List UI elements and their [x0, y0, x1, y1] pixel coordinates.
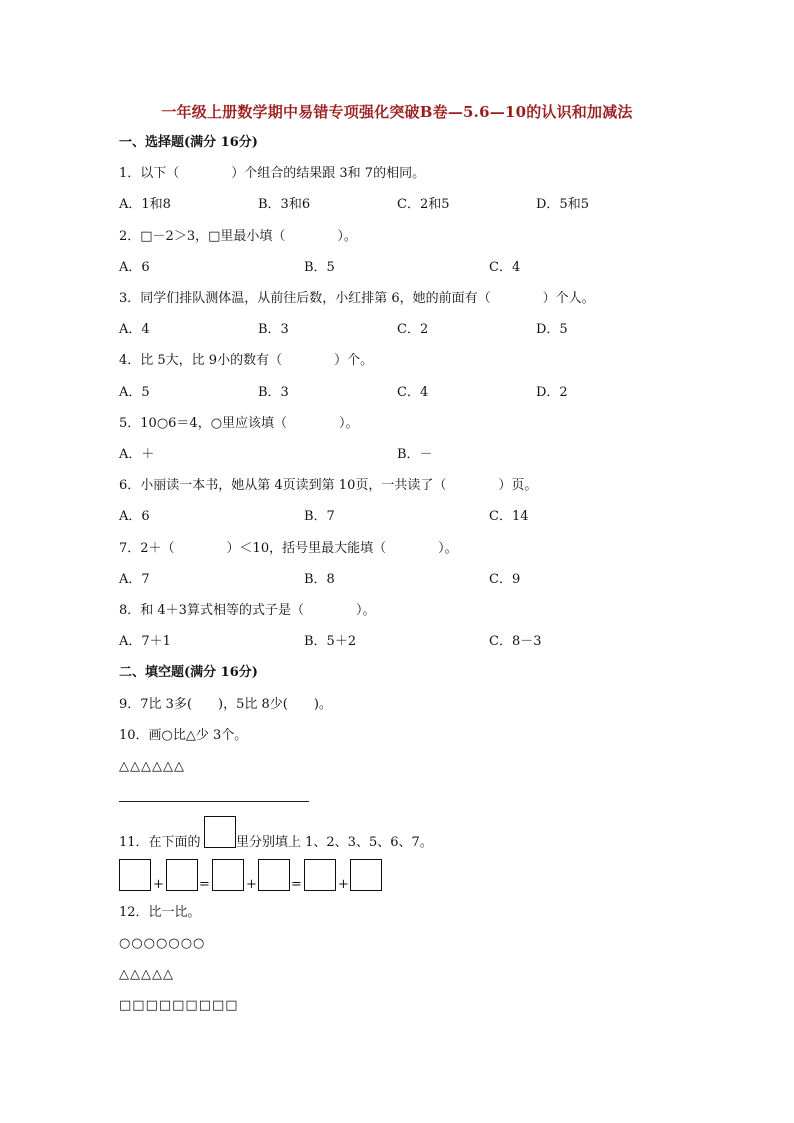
q7-option-b: B．8: [304, 572, 335, 587]
q7-option-a: A．7: [119, 572, 150, 587]
q3-option-a: A．4: [119, 322, 150, 337]
question-10: 10．画○比△少 3个。: [119, 728, 248, 743]
q6-option-c: C．14: [489, 509, 529, 524]
q1-option-d: D．5和5: [536, 197, 589, 212]
q2-option-a: A．6: [119, 260, 150, 275]
q8-option-c: C．8－3: [489, 634, 542, 649]
q4-option-d: D．2: [536, 385, 568, 400]
q11-answer-box-6[interactable]: [350, 859, 382, 891]
q5-option-b: B．－: [397, 447, 433, 462]
worksheet-title: 一年级上册数学期中易错专项强化突破B卷—5.6—10的认识和加减法: [161, 103, 633, 121]
q11-operator-5: +: [338, 877, 349, 892]
section-heading-fill: 二、填空题(满分 16分): [119, 665, 258, 680]
section-heading-choice: 一、选择题(满分 16分): [119, 135, 258, 150]
question-12: 12．比一比。: [119, 905, 201, 920]
q11-text-after: 里分别填上 1、2、3、5、6、7。: [236, 835, 433, 850]
question-4: 4．比 5大，比 9小的数有（ ）个。: [119, 353, 374, 368]
question-5: 5．10○6＝4，○里应该填（ ）。: [119, 416, 359, 431]
q2-option-c: C．4: [489, 260, 521, 275]
q11-answer-box-3[interactable]: [212, 859, 244, 891]
q11-sample-box: [204, 816, 236, 848]
q2-option-b: B．5: [304, 260, 335, 275]
q4-option-a: A．5: [119, 385, 150, 400]
question-6: 6．小丽读一本书，她从第 4页读到第 10页，一共读了（ ）页。: [119, 478, 538, 493]
q11-operator-4: =: [291, 877, 302, 892]
q3-option-c: C．2: [397, 322, 429, 337]
q11-answer-box-1[interactable]: [119, 859, 151, 891]
q12-circles: ○○○○○○○: [119, 936, 206, 951]
q10-triangles: △△△△△△: [119, 759, 185, 774]
q11-operator-2: =: [199, 877, 210, 892]
question-2: 2．□－2＞3，□里最小填（ ）。: [119, 229, 357, 244]
q11-operator-3: +: [246, 877, 257, 892]
question-7: 7．2＋（ ）＜10，括号里最大能填（ ）。: [119, 541, 458, 556]
q4-option-c: C．4: [397, 385, 429, 400]
q11-answer-box-2[interactable]: [166, 859, 198, 891]
q11-text-before: 11．在下面的: [119, 835, 201, 850]
q12-triangles: △△△△△: [119, 967, 174, 982]
q3-option-b: B．3: [258, 322, 289, 337]
question-8: 8．和 4＋3算式相等的式子是（ ）。: [119, 603, 376, 618]
question-1: 1．以下（ ）个组合的结果跟 3和 7的相同。: [119, 166, 426, 181]
q6-option-a: A．6: [119, 509, 150, 524]
q3-option-d: D．5: [536, 322, 568, 337]
q1-option-c: C．2和5: [397, 197, 450, 212]
q8-option-a: A．7＋1: [119, 634, 171, 649]
q7-option-c: C．9: [489, 572, 521, 587]
q11-answer-box-5[interactable]: [304, 859, 336, 891]
question-3: 3．同学们排队测体温，从前往后数，小红排第 6，她的前面有（ ）个人。: [119, 291, 595, 306]
q12-squares: □□□□□□□□□: [119, 998, 239, 1013]
q4-option-b: B．3: [258, 385, 289, 400]
q1-option-a: A．1和8: [119, 197, 171, 212]
q10-answer-line[interactable]: [119, 801, 309, 802]
q5-option-a: A．＋: [119, 447, 155, 462]
q1-option-b: B．3和6: [258, 197, 311, 212]
q6-option-b: B．7: [304, 509, 335, 524]
q11-answer-box-4[interactable]: [258, 859, 290, 891]
q11-operator-1: +: [153, 877, 164, 892]
q8-option-b: B．5＋2: [304, 634, 357, 649]
question-9: 9．7比 3多( )，5比 8少( )。: [119, 697, 332, 712]
